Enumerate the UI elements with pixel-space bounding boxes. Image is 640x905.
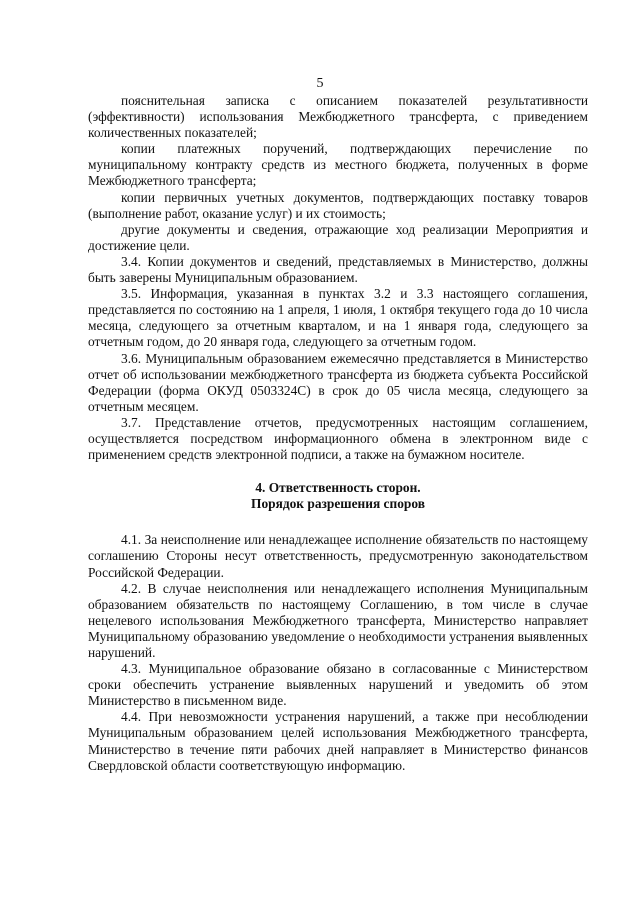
paragraph-4-1: 4.1. За неисполнение или ненадлежащее исполнение обязательств по настоящему соглашению Стороны несут ответственность, предусмотренную законодательством Российской Федерации.: [88, 532, 588, 580]
paragraph-3-6: 3.6. Муниципальным образованием ежемесячно представляется в Министерство отчет об использовании межбюджетного трансферта из бюджета субъекта Российской Федерации (форма ОКУД 0503324С) в срок до 05 числа месяца, следующего за отчетным месяцем.: [88, 350, 588, 414]
paragraph-other-documents: другие документы и сведения, отражающие ход реализации Мероприятия и достижение цели.: [88, 221, 588, 253]
paragraph-explanatory-note: пояснительная записка с описанием показателей результативности (эффективности) использования Межбюджетного трансферта, с приведением количественных показателей;: [88, 93, 588, 141]
paragraph-3-5: 3.5. Информация, указанная в пунктах 3.2 и 3.3 настоящего соглашения, представляется по состоянию на 1 апреля, 1 июля, 1 октября текущего года до 10 числа месяца, следующего за отчетным кварталом, и на 1 января года, следующего за отчетным годом, до 20 января года, следующего за отчетным годом.: [88, 286, 588, 350]
paragraph-4-2: 4.2. В случае неисполнения или ненадлежащего исполнения Муниципальным образованием обязательств по настоящему Соглашению, в том числе в случае нецелевого использования Межбюджетного трансферта, Министерство направляет Муниципальному образованию уведомление о необходимости устранения выявленных нарушений.: [88, 580, 588, 660]
spacer: [88, 512, 588, 532]
section-heading-line-1: 4. Ответственность сторон.: [255, 480, 421, 496]
page-number: 5: [316, 76, 324, 91]
spacer: [88, 463, 588, 480]
paragraph-primary-documents: копии первичных учетных документов, подтверждающих поставку товаров (выполнение работ, оказание услуг) и их стоимость;: [88, 189, 588, 221]
paragraph-4-4: 4.4. При невозможности устранения нарушений, а также при несоблюдении Муниципальным образованием целей использования Межбюджетного трансферта, Министерство в течение пяти рабочих дней направляет в Министерство финансов Свердловской области соответствующую информацию.: [88, 709, 588, 773]
paragraph-4-3: 4.3. Муниципальное образование обязано в согласованные с Министерством сроки обеспечить устранение выявленных нарушений и уведомить об этом Министерство в письменном виде.: [88, 661, 588, 709]
paragraph-3-4: 3.4. Копии документов и сведений, представляемых в Министерство, должны быть заверены Муниципальным образованием.: [88, 253, 588, 286]
document-body: [88, 93, 588, 774]
paragraph-3-7: 3.7. Представление отчетов, предусмотренных настоящим соглашением, осуществляется посредством информационного обмена в электронном виде с применением средств электронной подписи, а также на бумажном носителе.: [88, 414, 588, 463]
paragraph-payment-orders: копии платежных поручений, подтверждающих перечисление по муниципальному контракту средств из местного бюджета, полученных в форме Межбюджетного трансферта;: [88, 141, 588, 189]
section-heading-line-2: Порядок разрешения споров: [251, 496, 425, 512]
